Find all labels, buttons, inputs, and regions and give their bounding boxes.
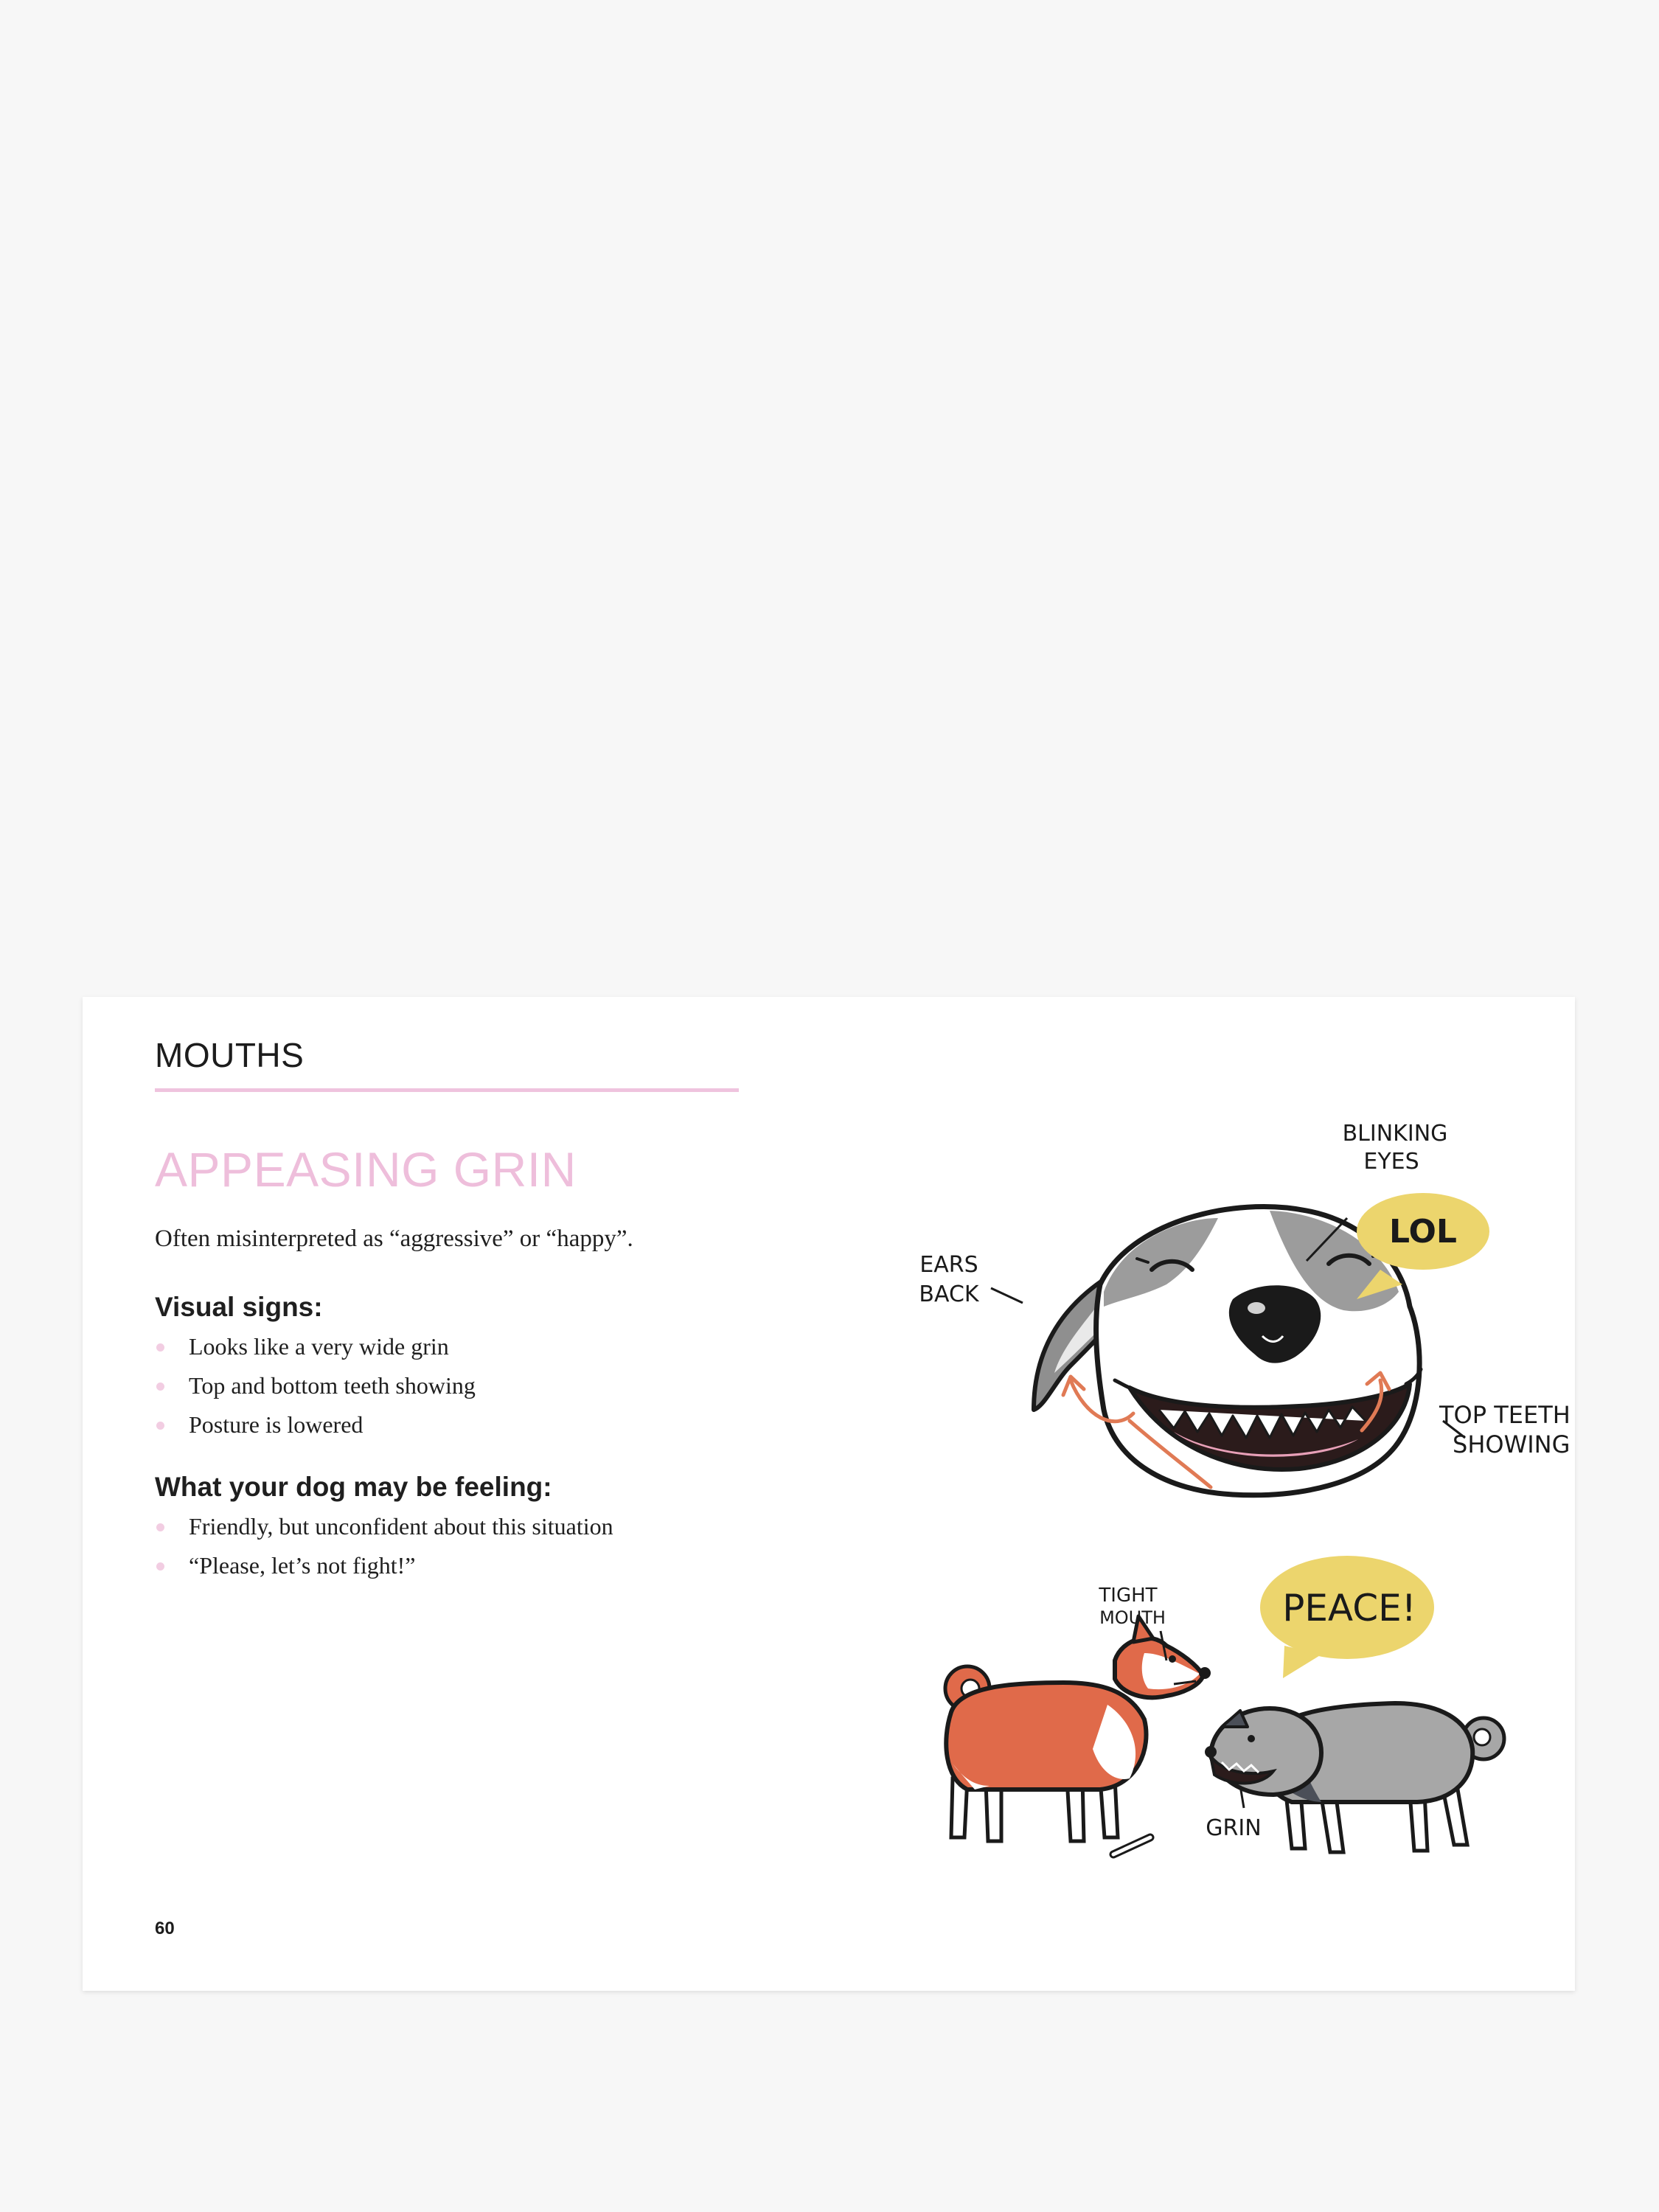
lol-speech-bubble (1357, 1193, 1489, 1299)
dog-illustrations (83, 997, 1575, 1991)
peace-speech-text: PEACE! (1282, 1587, 1416, 1630)
label-grin: GRIN (1206, 1815, 1262, 1841)
list-item: “Please, let’s not fight!” (155, 1546, 613, 1585)
section-title: MOUTHS (155, 1036, 305, 1074)
label-top-teeth-line2: SHOWING (1453, 1430, 1571, 1458)
label-ears-back-line2: BACK (919, 1281, 979, 1307)
page-number: 60 (155, 1919, 175, 1938)
book-page (83, 997, 1575, 1991)
label-top-teeth-line1: TOP TEETH (1439, 1401, 1571, 1429)
label-tight-mouth-line1: TIGHT (1099, 1585, 1158, 1607)
peace-speech-bubble (1260, 1556, 1434, 1678)
label-blinking-eyes-line2: EYES (1363, 1149, 1419, 1175)
bone-icon (1113, 1837, 1150, 1854)
list-item: Top and bottom teeth showing (155, 1366, 476, 1405)
label-ears-back-line1: EARS (919, 1252, 978, 1278)
label-tight-mouth-line2: MOUTH (1099, 1607, 1166, 1628)
label-blinking-eyes-line1: BLINKING (1342, 1121, 1448, 1147)
lol-speech-text: LOL (1389, 1213, 1457, 1251)
visual-signs-heading: Visual signs: (155, 1292, 323, 1322)
intro-text: Often misinterpreted as “aggressive” or “happy”. (155, 1225, 633, 1252)
page-heading: APPEASING GRIN (155, 1142, 577, 1197)
list-item: Posture is lowered (155, 1405, 476, 1444)
list-item: Looks like a very wide grin (155, 1327, 476, 1366)
feelings-heading: What your dog may be feeling: (155, 1472, 552, 1502)
list-item: Friendly, but unconfident about this situation (155, 1507, 613, 1546)
orange-dog-illustration (945, 1616, 1211, 1854)
